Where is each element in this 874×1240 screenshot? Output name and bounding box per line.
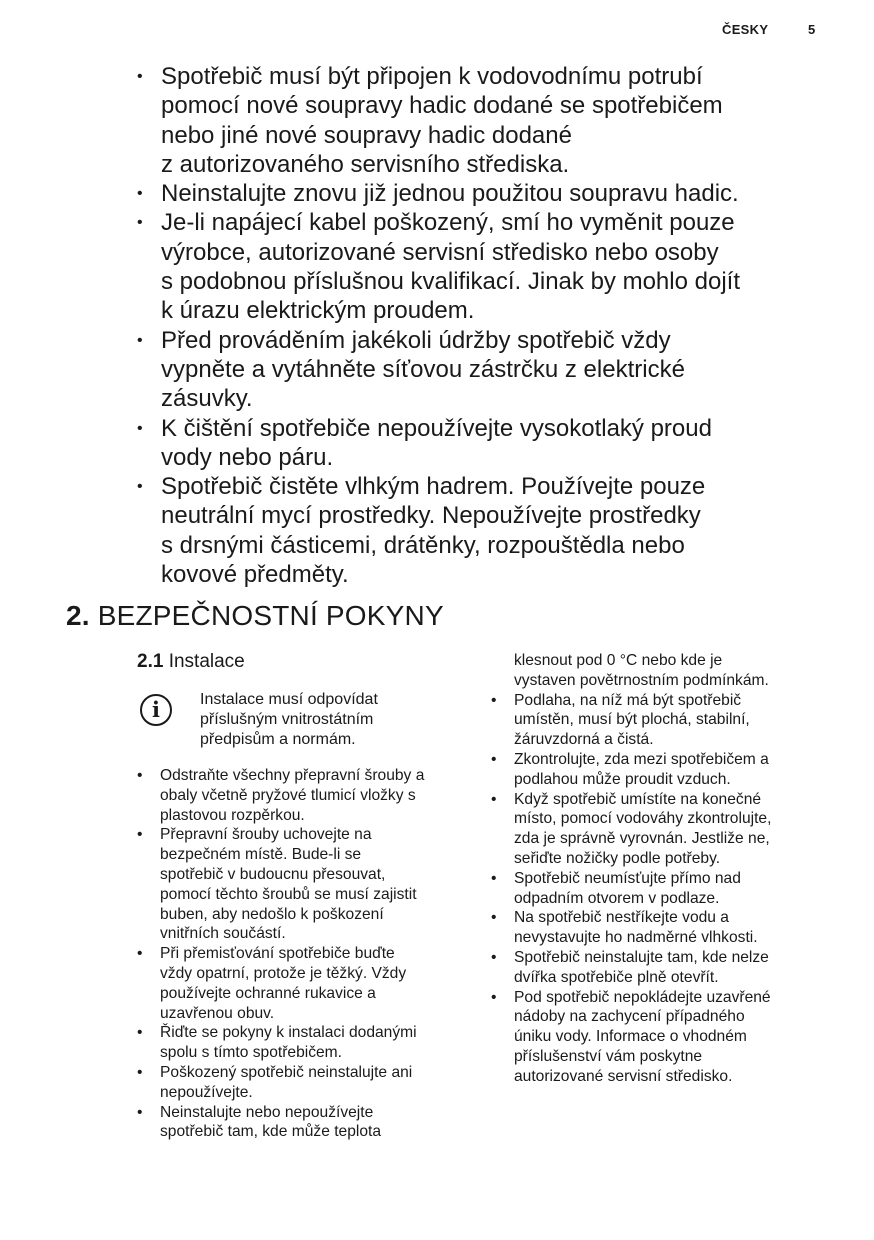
list-item: • Je-li napájecí kabel poškozený, smí ho vyměnit pouze výrobce, autorizované servisní středisko nebo osoby s podobnou příslušnou kvalifikací. Jinak by mohlo dojít k úrazu elektrickým proudem. <box>137 209 740 325</box>
list-item: • Poškozený spotřebič neinstalujte ani nepoužívejte. <box>137 1063 413 1101</box>
list-item: • Když spotřebič umístíte na konečné místo, pomocí vodováhy zkontrolujte, zda je správně vyrovnán. Jestliže ne, seřiďte nožičky podle potřeby. <box>491 790 772 867</box>
list-item: • Neinstalujte znovu již jednou použitou soupravu hadic. <box>137 180 739 208</box>
page-number: 5 <box>808 22 816 37</box>
list-item: • Odstraňte všechny přepravní šrouby a obaly včetně pryžové tlumicí vložky s plastovou rozpěrkou. <box>137 767 425 824</box>
list-item: • Neinstalujte nebo nepoužívejte spotřebič tam, kde může teplota <box>137 1103 382 1141</box>
info-note: Instalace musí odpovídat příslušným vnitrostátním předpisům a normám. <box>200 691 378 748</box>
list-item: • Řiďte se pokyny k instalaci dodanými spolu s tímto spotřebičem. <box>137 1024 417 1062</box>
top-bullet-list <box>137 62 837 589</box>
list-item: • Spotřebič neinstalujte tam, kde nelze dvířka spotřebiče plně otevřít. <box>491 948 769 986</box>
list-item: • K čištění spotřebiče nepoužívejte vysokotlaký proud vody nebo páru. <box>137 414 712 471</box>
list-item: • Spotřebič čistěte vlhkým hadrem. Používejte pouze neutrální mycí prostředky. Nepoužívejte prostředky s drsnými částicemi, drátěnky, rozpouštědla nebo kovové předměty. <box>137 473 706 589</box>
language-label: ČESKY <box>722 22 769 37</box>
installation-list-right <box>491 651 831 1087</box>
list-item: • Před prováděním jakékoli údržby spotřebič vždy vypněte a vytáhněte síťovou zástrčku z elektrické zásuvky. <box>137 326 685 413</box>
installation-list-left <box>137 766 477 1142</box>
section-heading: 2. BEZPEČNOSTNÍ POKYNY <box>66 600 444 631</box>
list-item: • Zkontrolujte, zda mezi spotřebičem a podlahou může proudit vzduch. <box>491 750 769 788</box>
info-icon: i <box>140 694 172 726</box>
list-item: • Spotřebič musí být připojen k vodovodnímu potrubí pomocí nové soupravy hadic dodané se spotřebičem nebo jiné nové soupravy hadic dodané z autorizovaného servisního střediska. <box>137 63 723 178</box>
list-item: • Spotřebič neumísťujte přímo nad odpadním otvorem v podlaze. <box>491 869 741 907</box>
list-item: • Podlaha, na níž má být spotřebič umístěn, musí být plochá, stabilní, žáruvzdorná a čistá. <box>491 691 750 749</box>
list-item: • Při přemisťování spotřebiče buďte vždy opatrní, protože je těžký. Vždy používejte ochranné rukavice a uzavřenou obuv. <box>137 945 407 1022</box>
list-item: • Pod spotřebič nepokládejte uzavřené nádoby na zachycení případného úniku vody. Informace o vhodném příslušenství vám poskytne autorizované servisní středisko. <box>491 988 771 1085</box>
list-item: • Přepravní šrouby uchovejte na bezpečném místě. Bude-li se spotřebič v budoucnu přesouvat, pomocí těchto šroubů se musí zajistit buben, aby nedošlo k poškození vnitřních součástí. <box>137 826 417 943</box>
list-item-continuation: klesnout pod 0 °C nebo kde je vystaven povětrnostním podmínkám. <box>514 652 769 689</box>
list-item: • Na spotřebič nestříkejte vodu a nevystavujte ho nadměrné vlhkosti. <box>491 909 758 947</box>
subsection-heading: 2.1 Instalace <box>137 651 245 672</box>
